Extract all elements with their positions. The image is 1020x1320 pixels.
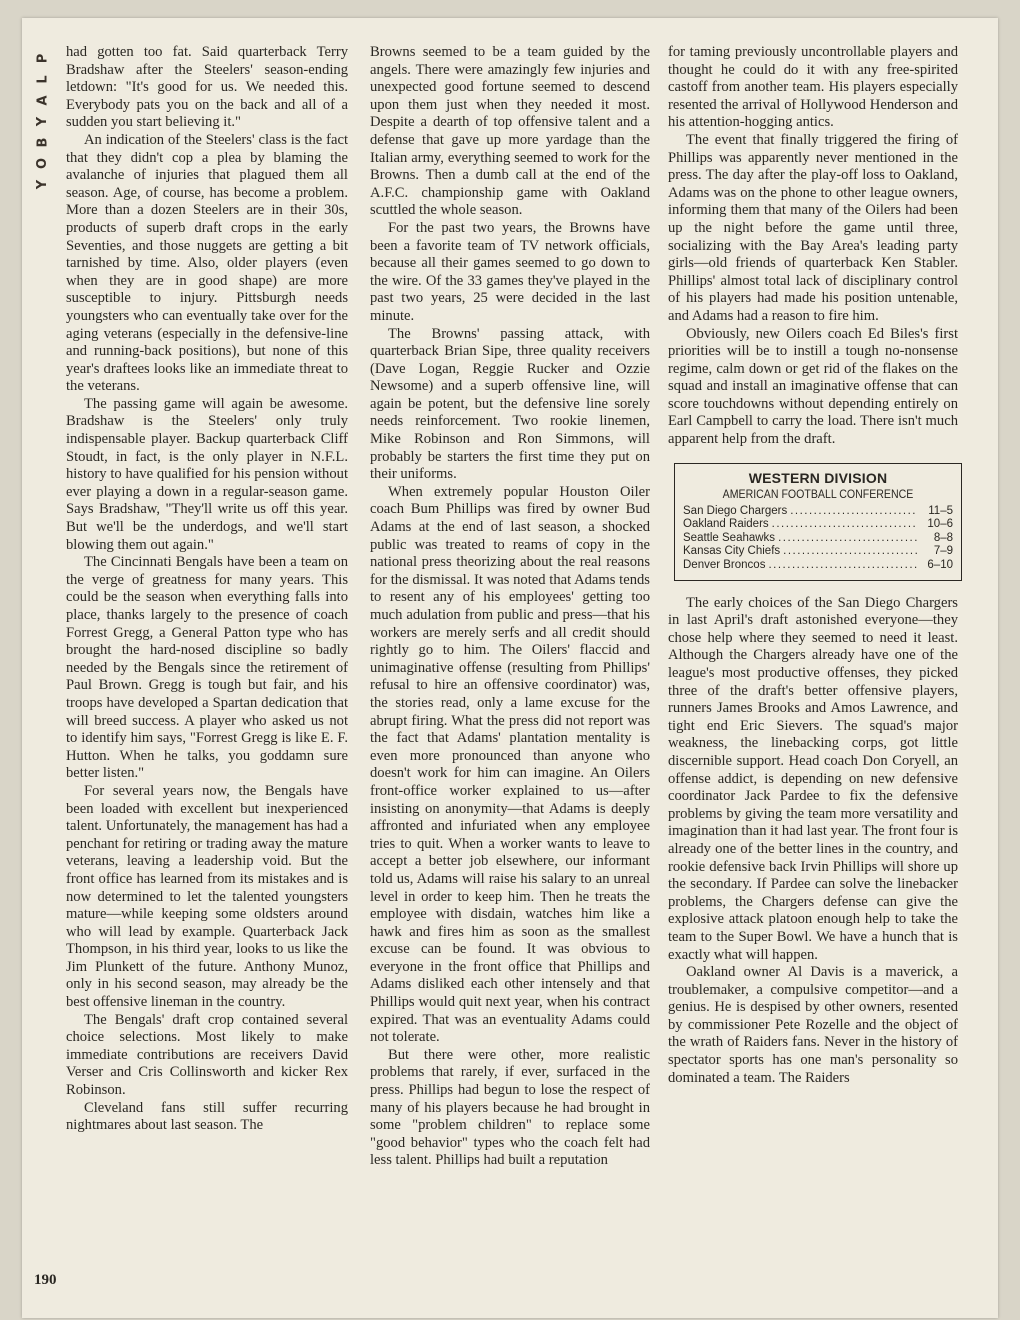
standings-row bbox=[683, 532, 953, 546]
team-name: Oakland Raiders bbox=[683, 518, 769, 531]
standings-box bbox=[674, 463, 962, 581]
article-column-2 bbox=[370, 44, 650, 1170]
leader-dots bbox=[768, 559, 918, 573]
leader-dots bbox=[783, 545, 918, 559]
leader-dots bbox=[778, 532, 918, 546]
paragraph: Oakland owner Al Davis is a maverick, a troublemaker, a compulsive competitor—and a genius. He is despised by other owners, resented by commissioner Pete Rozelle and the object of the wrath of Raiders fans. Never in the history of spectator sports has one man's personality so dominated a team. The Raiders bbox=[668, 964, 958, 1086]
paragraph: The early choices of the San Diego Chargers in last April's draft astonished everyone—they chose help where they seemed to need it least. Although the Chargers already have one of the league's most productive offenses, they picked three of the draft's better offensive players, runners James Brooks and Amos Lawrence, and tight end Eric Sievers. The squad's major weakness, the linebacking corps, got little discernible support. Head coach Don Coryell, an offense addict, is depending on new defensive coordinator Jack Pardee to fix the defensive problems by giving the team more versatility and imagination than it had last year. The front four is already one of the better lines in the country, and rookie defensive back Irvin Phillips will shore up the secondary. If Pardee can solve the linebacker problems, the Chargers defense can give the explosive attack platoon enough help to take the team to the Super Bowl. We have a hunch that is exactly what will happen. bbox=[668, 594, 958, 963]
standings-row bbox=[683, 545, 953, 559]
page-number: 190 bbox=[34, 1272, 57, 1288]
paragraph: The Cincinnati Bengals have been a team on the verge of greatness for many years. This could be the season when everything falls into place, thanks largely to the presence of coach Forrest Gregg, a General Patton type who has brought the hard-nosed discipline so badly needed by the Bengals since the retirement of Paul Brown. Gregg is tough but fair, and his troops have developed a Spartan dedication that will breed success. A player who asked us not to identify him says, "Forrest Gregg is like E. F. Hutton. When he talks, you goddamn sure better listen." bbox=[66, 554, 348, 782]
paragraph: The event that finally triggered the firing of Phillips was apparently never mentioned in the press. The day after the play-off loss to Oakland, Adams was on the phone to other league owners, informing them that many of the Oilers had been up the night before the game until three, socializing with the Bay Area's leading party girls—old friends of quarterback Ken Stabler. Phillips' almost total lack of disciplinary control of his players had made his position untenable, and Adams had a reason to fire him. bbox=[668, 131, 958, 324]
leader-dots bbox=[790, 505, 918, 519]
standings-row bbox=[683, 559, 953, 573]
masthead-letter: Y bbox=[35, 116, 51, 127]
standings-row bbox=[683, 518, 953, 532]
paragraph: Browns seemed to be a team guided by the angels. There were amazingly few injuries and unexpected good fortune seemed to descend upon them just when they needed it most. Despite a dearth of top offensive talent and a defense that gave up more yardage than the Italian army, everything seemed to work for the Browns. Then a dumb call at the end of the A.F.C. championship game with Oakland scuttled the whole season. bbox=[370, 44, 650, 219]
paragraph: For several years now, the Bengals have been loaded with excellent but inexperienced talent. Unfortunately, the management has had a penchant for retiring or trading away the mature veterans, leaving a leadership void. But the front office has learned from its mistakes and is now determined to let the talented youngsters mature—while keeping some oldsters around who will lead by example. Quarterback Jack Thompson, in his third year, looks to us like the Jim Plunkett of the future. Anthony Munoz, only in his second season, may already be the best offensive lineman in the country. bbox=[66, 782, 348, 1011]
paragraph: for taming previously uncontrollable players and thought he could do it with any free-spirited castoff from another team. His players especially resented the arrival of Hollywood Henderson and his attention-hogging antics. bbox=[668, 44, 958, 131]
paragraph: The Bengals' draft crop contained several choice selections. Most likely to make immediate contributions are receivers David Verser and Cris Collinsworth and kicker Rex Robinson. bbox=[66, 1011, 348, 1099]
team-record: 10–6 bbox=[927, 518, 953, 531]
magazine-page bbox=[22, 18, 998, 1318]
paragraph: Cleveland fans still suffer recurring nightmares about last season. The bbox=[66, 1099, 348, 1134]
paragraph: When extremely popular Houston Oiler coach Bum Phillips was fired by owner Bud Adams at the end of last season, a shocked public was treated to reams of copy in the national press theorizing about the real reasons for the dismissal. It was noted that Adams tends to resent any of his employees' getting too much adulation from public and press—that his workers are merely serfs and all credit should rightly go to him. The Oilers' flaccid and unimaginative offense (resulting from Phillips' refusal to hire an offensive coordinator) was, the stories read, only a lame excuse for the abrupt firing. What the press did not report was the fact that Adams' plantation mentality is even more pronounced than anyone who doesn't work for him can imagine. An Oilers front-office worker explained to us—after insisting on anonymity—that Adams is deeply affronted and infuriated when any employee tries to quit. When a worker wants to leave to accept a better job elsewhere, our informant told us, Adams will raise his salary to an unreal level in order to keep him. Then he treats the employee with disdain, watches him like a hawk and fires him as soon as the smallest excuse can be found. It was obvious to everyone in the front office that Phillips and Adams disliked each other intensely and that Phillips would quit next year, when his contract expired. That was an eventuality Adams could not tolerate. bbox=[370, 483, 650, 1046]
standings-row bbox=[683, 505, 953, 519]
article-column-1 bbox=[66, 44, 348, 1135]
leader-dots bbox=[772, 518, 918, 532]
standings-title: WESTERN DIVISION bbox=[748, 469, 888, 486]
team-name: Seattle Seahawks bbox=[683, 531, 776, 544]
team-name: San Diego Chargers bbox=[683, 504, 788, 517]
team-record: 6–10 bbox=[927, 559, 953, 572]
paragraph: For the past two years, the Browns have been a favorite team of TV network officials, because all their games seemed to go down to the wire. Of the 33 games they've played in the past two years, 25 were decided in the last minute. bbox=[370, 219, 650, 324]
masthead-letter: A bbox=[35, 95, 51, 106]
team-record: 11–5 bbox=[928, 504, 953, 517]
paragraph: The Browns' passing attack, with quarterback Brian Sipe, three quality receivers (Dave Logan, Reggie Rucker and Ozzie Newsome) and a superb offensive line, will again be potent, but the defensive line sorely needs reinforcement. Two rookie linemen, Mike Robinson and Ron Simmons, will probably be starters the first time they put on their uniforms. bbox=[370, 325, 650, 483]
paragraph: The passing game will again be awesome. Bradshaw is the Steelers' only truly indispensable player. Backup quarterback Cliff Stoudt, in fact, is the only player in N.F.L. history to have qualified for his pension without ever playing a down in a regular-season game. Says Bradshaw, "They'll write us off this year. But we'll be the underdogs, and we'll start blowing them out again." bbox=[66, 395, 348, 553]
team-record: 8–8 bbox=[933, 531, 953, 544]
masthead-letter: Y bbox=[35, 179, 51, 190]
team-name: Kansas City Chiefs bbox=[683, 545, 781, 558]
paragraph: But there were other, more realistic problems that rarely, if ever, surfaced in the press. Phillips had begun to lose the respect of many of his players because he had brought in some "problem children" to replace some "good behavior" types who the coach felt had less talent. Phillips had built a reputation bbox=[370, 1046, 650, 1169]
paragraph: An indication of the Steelers' class is the fact that they didn't cop a plea by blaming the avalanche of injuries that plagued them all season. Age, of course, has become a problem. More than a dozen Steelers are in their 30s, products of superb draft crops in the early Seventies, and those nuggets are getting a bit tarnished by time. Also, older players (even when they are in good shape) are more susceptible to injury. Pittsburgh needs youngsters who can eventually take over for the aging veterans (especially in the defensive-line and running-back positions), but none of this year's draftees looks like an immediate threat to the veterans. bbox=[66, 131, 348, 395]
masthead-letter: L bbox=[35, 75, 51, 84]
article-column-3 bbox=[668, 44, 958, 1087]
playboy-masthead bbox=[32, 48, 54, 195]
masthead-letter: O bbox=[35, 157, 51, 170]
paragraph: Obviously, new Oilers coach Ed Biles's first priorities will be to instill a tough no-nonsense regime, calm down or get rid of the flakes on the squad and install an imaginative offense that can score touchdowns without depending entirely on Earl Campbell to carry the load. There isn't much apparent help from the draft. bbox=[668, 325, 958, 448]
masthead-letter: P bbox=[35, 53, 51, 64]
masthead-letter: B bbox=[35, 137, 51, 148]
paragraph: had gotten too fat. Said quarterback Terry Bradshaw after the Steelers' season-ending letdown: "It's good for us. We needed this. Everybody pats you on the back and all of a sudden you start believing it." bbox=[66, 44, 348, 131]
standings-subtitle: AMERICAN FOOTBALL CONFERENCE bbox=[722, 488, 914, 501]
team-name: Denver Broncos bbox=[683, 559, 766, 572]
team-record: 7–9 bbox=[933, 545, 953, 558]
